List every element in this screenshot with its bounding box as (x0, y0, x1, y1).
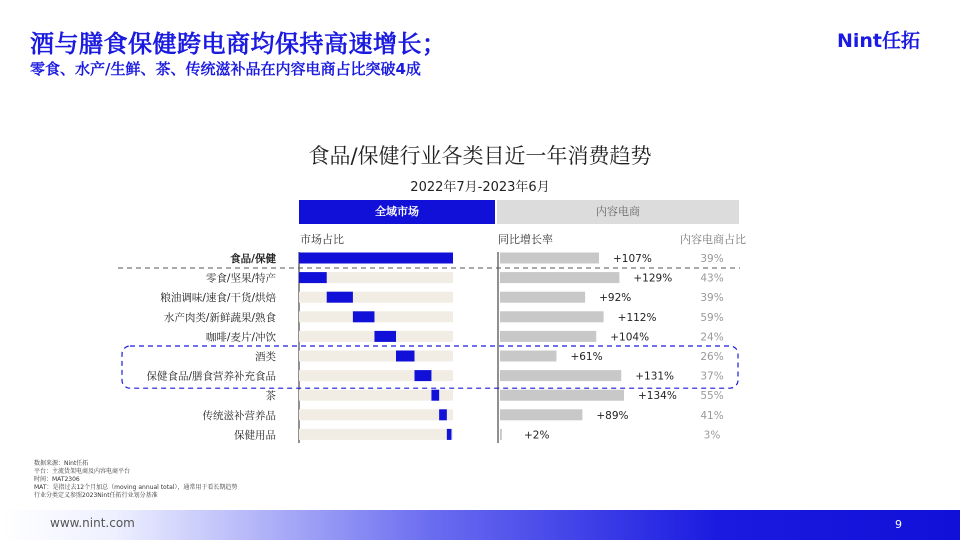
footnote-line: 行业分类定义参照2023Nint任拓行业划分基准 (34, 492, 158, 499)
footnote-line: 平台：主流货架电商及内容电商平台 (34, 468, 131, 475)
ec-share-value: 39% (700, 253, 724, 265)
share-bar (431, 390, 439, 401)
growth-bar (500, 370, 621, 381)
growth-bar (500, 351, 556, 362)
share-bar (439, 409, 447, 420)
growth-bar (500, 429, 502, 440)
growth-label: +129% (633, 272, 673, 285)
footnote-line: MAT：是指过去12个月加总（moving annual total），通常用于看长期趋势 (34, 484, 238, 491)
category-label: 保健用品 (234, 429, 276, 442)
chart-title: 食品/保健行业各类目近一年消费趋势 (308, 144, 652, 168)
share-track (299, 429, 453, 440)
page-number: 9 (895, 518, 902, 531)
growth-label: +61% (570, 351, 603, 363)
share-bar (353, 311, 375, 322)
share-bar (447, 429, 452, 440)
share-bar (299, 272, 327, 283)
growth-bar (500, 409, 582, 420)
market-share-label: 市场占比 (300, 233, 344, 246)
page-subtitle: 零食、水产/生鲜、茶、传统滋补品在内容电商占比突破4成 (30, 60, 421, 78)
share-track (299, 409, 453, 420)
ec-share-value: 3% (703, 429, 721, 442)
growth-label: +134% (638, 390, 677, 403)
growth-bar (500, 311, 604, 322)
page-title: 酒与膳食保健跨电商均保持高速增长； (30, 30, 447, 58)
ec-share-value: 37% (700, 370, 724, 383)
share-track (299, 311, 453, 322)
ec-share-value: 39% (700, 292, 724, 305)
share-bar (396, 351, 414, 362)
category-label: 食品/保健 (230, 253, 276, 265)
share-bar (327, 292, 353, 303)
share-bar (374, 331, 396, 342)
category-label: 酒类 (255, 351, 276, 363)
growth-label: +92% (599, 292, 632, 305)
growth-bar (500, 331, 596, 342)
growth-bar (500, 253, 599, 264)
logo-text: Nint任拓 (836, 30, 920, 52)
growth-label: +89% (596, 409, 629, 422)
share-track (299, 390, 453, 401)
category-label: 零食/坚果/特产 (205, 272, 276, 285)
ec-share-value: 43% (700, 272, 724, 285)
ec-share-value: 59% (700, 311, 724, 324)
share-bar (299, 253, 453, 264)
footnote (34, 460, 237, 500)
growth-label: +112% (617, 311, 657, 324)
footnote-line: 数据来源：Nint任拓 (34, 460, 89, 467)
growth-bar (500, 272, 619, 283)
category-label: 茶 (265, 390, 276, 403)
growth-label: +2% (524, 429, 550, 442)
growth-bar (500, 292, 585, 303)
category-label: 传统滋补营养品 (202, 409, 276, 422)
share-track (299, 351, 453, 362)
category-label: 保健食品/膳食营养补充食品 (146, 370, 276, 383)
tab-all-market: 全域市场 (299, 200, 495, 224)
ec-share-value: 55% (700, 390, 724, 403)
growth-bar (500, 390, 624, 401)
growth-label: +107% (613, 253, 652, 265)
ec-share-value: 26% (700, 351, 724, 363)
growth-rate-label: 同比增长率 (498, 233, 553, 246)
category-label: 水产肉类/新鲜蔬果/熟食 (163, 311, 276, 324)
share-track (299, 292, 453, 303)
footer-bar (0, 510, 960, 540)
category-label: 粮油调味/速食/干货/烘焙 (160, 292, 276, 305)
category-label: 咖啡/麦片/冲饮 (205, 331, 276, 344)
ec-share-label: 内容电商占比 (680, 233, 746, 246)
footer-url: www.nint.com (50, 516, 135, 530)
footnote-line: 时间：MAT2306 (34, 476, 80, 483)
growth-label: +104% (610, 331, 650, 344)
share-bar (415, 370, 432, 381)
ec-share-value: 41% (700, 409, 724, 422)
ec-share-value: 24% (700, 331, 724, 344)
growth-label: +131% (635, 370, 675, 383)
chart-subtitle: 2022年7月-2023年6月 (410, 180, 550, 195)
tab-content-ecommerce: 内容电商 (497, 200, 739, 224)
